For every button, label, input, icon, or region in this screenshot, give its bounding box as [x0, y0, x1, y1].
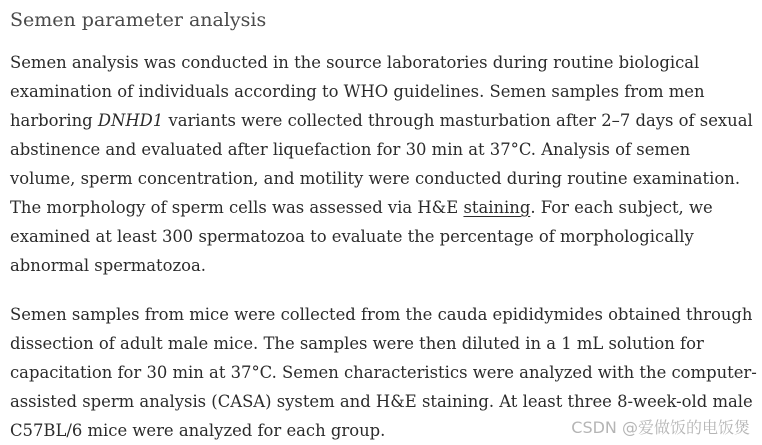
paragraph-human-semen — [10, 48, 758, 280]
watermark: CSDN @爱做饭的电饭煲 — [571, 418, 750, 437]
gene-name: DNHD1 — [97, 111, 164, 130]
section-heading: Semen parameter analysis — [10, 9, 267, 31]
paragraph-mouse-semen: Semen samples from mice were collected from the cauda epididymides obtained through dissection of adult male mice. The samples were then diluted in a 1 mL solution for capacitation for 30 min at 37°C. Semen characteristics were analyzed with the computer-assisted sperm analysis (CASA) system and H&E staining. At least three 8-week-old male C57BL/6 mice were analyzed for each group. — [10, 305, 757, 440]
article-section — [10, 0, 758, 445]
paragraph-text: variants were collected through masturbation after 2–7 days of sexual abstinence and evaluated after liquefaction for 30 min at 37°C. Analysis of semen volume, sperm concentration, and motility were conducted during routine examination. The morphology of sperm cells was assessed via H&E — [10, 111, 753, 217]
paragraph-text: Semen analysis was conducted in the source laboratories during routine biological examination of individuals according to WHO guidelines. Semen samples from men harboring — [10, 53, 705, 130]
paragraph-text: . For each subject, we examined at least 300 spermatozoa to evaluate the percentage of morphologically abnormal spermatozoa. — [10, 198, 713, 275]
staining-link[interactable]: staining — [463, 198, 531, 217]
